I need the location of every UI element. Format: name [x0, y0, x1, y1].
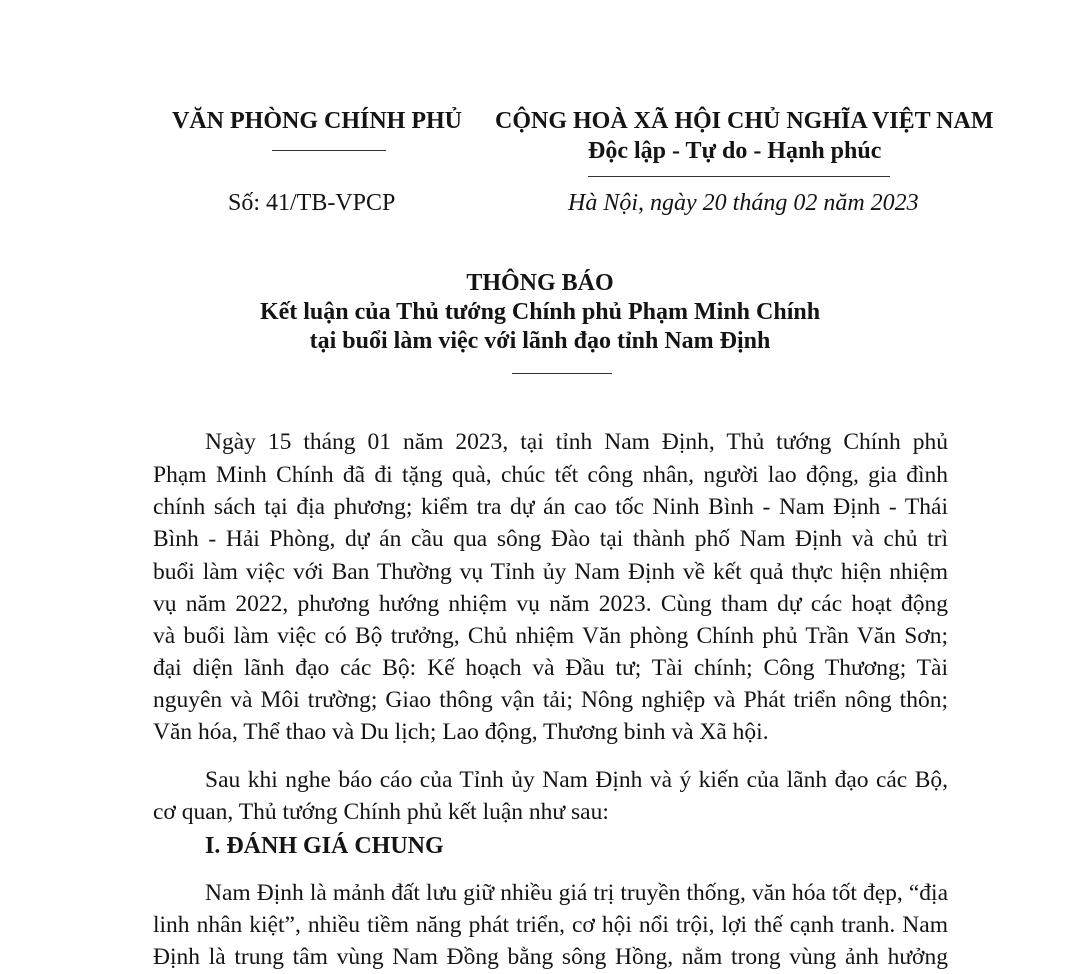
- motto-underline: [588, 176, 890, 177]
- text-line: và buổi làm việc có Bộ trưởng, Chủ nhiệm Văn phòng Chính phủ Trần Văn Sơn;: [153, 623, 948, 649]
- title-underline: [512, 373, 612, 374]
- document-number: Số: 41/TB-VPCP: [228, 190, 396, 216]
- agency-underline: [272, 150, 386, 151]
- text-line: Phạm Minh Chính đã đi tặng quà, chúc tết công nhân, người lao động, gia đình: [153, 462, 948, 488]
- text-line: vụ năm 2022, phương hướng nhiệm vụ năm 2023. Cùng tham dự các hoạt động: [153, 591, 948, 617]
- place-date: Hà Nội, ngày 20 tháng 02 năm 2023: [568, 190, 919, 216]
- national-motto: Độc lập - Tự do - Hạnh phúc: [588, 138, 882, 164]
- text-line: nguyên và Môi trường; Giao thông vận tải; Nông nghiệp và Phát triển nông thôn;: [153, 687, 948, 713]
- text-line: Định là trung tâm vùng Nam Đồng bằng sông Hồng, nằm trong vùng ảnh hưởng: [153, 944, 948, 970]
- text-line: cơ quan, Thủ tướng Chính phủ kết luận như sau:: [153, 799, 609, 825]
- national-title: CỘNG HOÀ XÃ HỘI CHỦ NGHĨA VIỆT NAM: [495, 108, 994, 134]
- text-line: chính sách tại địa phương; kiểm tra dự án cao tốc Ninh Bình - Nam Định - Thái: [153, 494, 948, 520]
- document-subject-line-1: Kết luận của Thủ tướng Chính phủ Phạm Minh Chính: [259, 299, 821, 325]
- text-line: Ngày 15 tháng 01 năm 2023, tại tỉnh Nam Định, Thủ tướng Chính phủ: [205, 429, 948, 455]
- text-line: Nam Định là mảnh đất lưu giữ nhiều giá trị truyền thống, văn hóa tốt đẹp, “địa: [205, 880, 948, 906]
- text-line: Sau khi nghe báo cáo của Tỉnh ủy Nam Định và ý kiến của lãnh đạo các Bộ,: [205, 767, 948, 793]
- text-line: Văn hóa, Thể thao và Du lịch; Lao động, Thương binh và Xã hội.: [153, 719, 769, 745]
- text-line: linh nhân kiệt”, nhiều tiềm năng phát triển, cơ hội nổi trội, lợi thế cạnh tranh. Nam: [153, 912, 948, 938]
- document-type: THÔNG BÁO: [466, 270, 614, 296]
- text-line: buổi làm việc với Ban Thường vụ Tỉnh ủy Nam Định về kết quả thực hiện nhiệm: [153, 559, 948, 585]
- text-line: đại diện lãnh đạo các Bộ: Kế hoạch và Đầu tư; Tài chính; Công Thương; Tài: [153, 655, 948, 681]
- text-line: Bình - Hải Phòng, dự án cầu qua sông Đào tại thành phố Nam Định và chủ trì: [153, 526, 948, 552]
- document-subject-line-2: tại buổi làm việc với lãnh đạo tỉnh Nam Định: [309, 328, 771, 354]
- section-heading-general-assessment: I. ĐÁNH GIÁ CHUNG: [205, 833, 444, 859]
- issuing-agency: VĂN PHÒNG CHÍNH PHỦ: [172, 108, 462, 134]
